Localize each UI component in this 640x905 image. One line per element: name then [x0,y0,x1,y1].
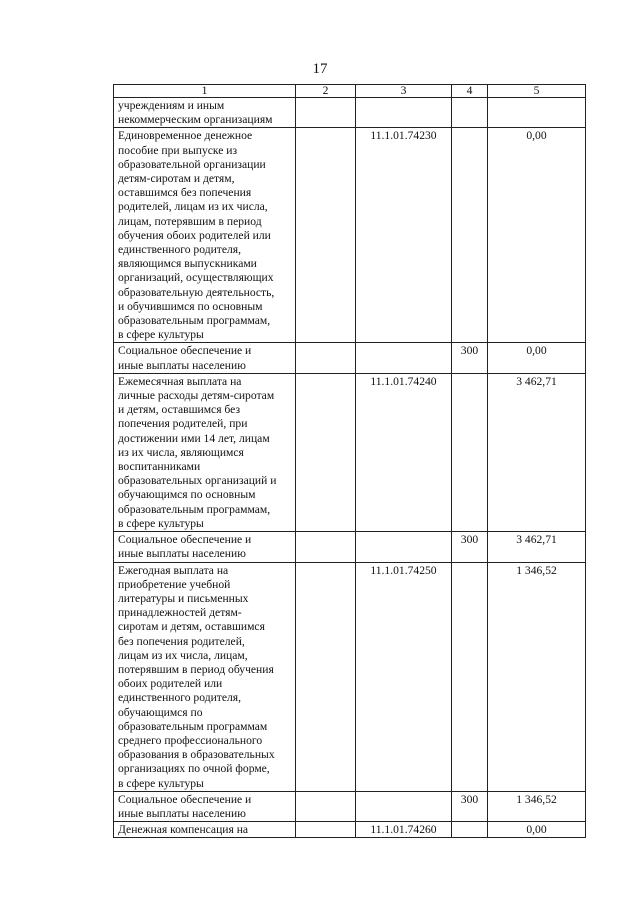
row-name-line: личные расходы детям-сиротам [118,389,275,403]
row-name-line: иные выплаты населению [118,547,246,561]
row-name-line: Денежная компенсация на [118,823,249,837]
row-name-line: приобретение учебной [118,577,231,591]
row-vid-cell: 300 [452,532,488,562]
row-name-line: лицам, потерявшим в период [118,214,262,228]
row-vid-cell [452,128,488,343]
row-col2-cell [296,128,356,343]
row-code-cell [356,532,452,562]
row-name-line: и детям, оставшимся без [118,403,241,417]
row-sum-cell: 3 462,71 [488,532,586,562]
row-name-line: единственного родителя, [118,691,242,705]
row-name-line: обоих родителей или [118,677,223,691]
row-vid-cell [452,562,488,791]
row-name-cell [114,532,296,562]
row-code-cell: 11.1.01.74260 [356,822,452,838]
row-name-line: иные выплаты населению [118,358,246,372]
row-name-line: Ежегодная выплата на [118,563,229,577]
table-row [114,98,586,128]
row-name-line: и обучившимся по основным [118,299,263,313]
row-name-line: из их числа, являющимся [118,445,244,459]
row-name-line: детям-сиротам и детям, [118,172,235,186]
row-name-line: в сфере культуры [118,776,204,790]
row-vid-cell: 300 [452,791,488,821]
row-name-line: Социальное обеспечение и [118,533,252,547]
table-header-row [114,85,586,98]
row-col2-cell [296,562,356,791]
row-name-line: Единовременное денежное [118,129,253,143]
row-sum-cell: 0,00 [488,822,586,838]
row-name-line: воспитанниками [118,460,201,474]
row-vid-cell [452,98,488,128]
row-name-line: в сфере культуры [118,328,204,342]
row-name-cell [114,373,296,531]
column-header: 3 [356,85,452,98]
row-name-line: образовательных организаций и [118,474,277,488]
row-name-line: обучения обоих родителей или [118,228,271,242]
budget-table [113,84,586,838]
row-sum-cell: 1 346,52 [488,791,586,821]
row-name-line: без попечения родителей, [118,634,245,648]
row-name-line: оставшимся без попечения [118,186,252,200]
column-header: 2 [296,85,356,98]
row-sum-cell: 0,00 [488,128,586,343]
row-sum-cell: 3 462,71 [488,373,586,531]
row-vid-cell: 300 [452,343,488,373]
row-name-line: образовательным программам [118,719,268,733]
table-row [114,128,586,343]
column-header: 5 [488,85,586,98]
row-col2-cell [296,98,356,128]
table-row [114,562,586,791]
row-col2-cell [296,343,356,373]
row-name-line: принадлежностей детям- [118,606,242,620]
row-vid-cell [452,373,488,531]
row-name-line: организаций, осуществляющих [118,271,274,285]
table-row [114,373,586,531]
row-name-line: достижении ими 14 лет, лицам [118,431,270,445]
row-name-line: обучающимся по [118,705,203,719]
row-name-line: Социальное обеспечение и [118,792,252,806]
table-body [114,98,586,838]
row-name-line: лицам из их числа, лицам, [118,648,248,662]
page-number: 17 [312,61,328,77]
row-code-cell: 11.1.01.74230 [356,128,452,343]
row-name-cell [114,343,296,373]
row-name-cell [114,791,296,821]
row-sum-cell [488,98,586,128]
row-name-line: обучающимся по основным [118,488,256,502]
row-code-cell: 11.1.01.74240 [356,373,452,531]
row-name-line: образовательным программам, [118,314,271,328]
row-name-line: пособие при выпуске из [118,143,238,157]
row-col2-cell [296,791,356,821]
table-row [114,532,586,562]
row-name-line: некоммерческим организациям [118,113,273,127]
row-name-line: в сфере культуры [118,516,204,530]
row-name-line: образования в образовательных [118,748,275,762]
row-name-line: единственного родителя, [118,243,242,257]
table-row [114,822,586,838]
row-name-cell [114,822,296,838]
row-name-line: литературы и письменных [118,591,249,605]
table-row [114,791,586,821]
row-code-cell [356,343,452,373]
row-name-line: среднего профессионального [118,733,263,747]
row-name-line: иные выплаты населению [118,806,246,820]
row-name-line: сиротам и детям, оставшимся [118,620,265,634]
column-header: 4 [452,85,488,98]
row-col2-cell [296,822,356,838]
row-name-line: образовательной организации [118,157,266,171]
row-vid-cell [452,822,488,838]
row-sum-cell: 1 346,52 [488,562,586,791]
row-col2-cell [296,532,356,562]
row-name-line: образовательным программам, [118,502,271,516]
row-name-line: учреждениям и иным [118,99,225,112]
row-code-cell [356,791,452,821]
table-row [114,343,586,373]
row-code-cell: 11.1.01.74250 [356,562,452,791]
row-name-line: образовательную деятельность, [118,285,275,299]
row-code-cell [356,98,452,128]
row-name-line: потерявшим в период обучения [118,662,274,676]
row-name-line: родителей, лицам из их числа, [118,200,268,214]
row-name-cell [114,128,296,343]
row-name-cell [114,98,296,128]
row-name-line: попечения родителей, при [118,417,248,431]
row-sum-cell: 0,00 [488,343,586,373]
column-header: 1 [114,85,296,98]
row-name-line: Социальное обеспечение и [118,344,252,358]
row-name-line: организациях по очной форме, [118,762,270,776]
row-name-cell [114,562,296,791]
row-col2-cell [296,373,356,531]
row-name-line: Ежемесячная выплата на [118,374,242,388]
row-name-line: являющимся выпускниками [118,257,257,271]
